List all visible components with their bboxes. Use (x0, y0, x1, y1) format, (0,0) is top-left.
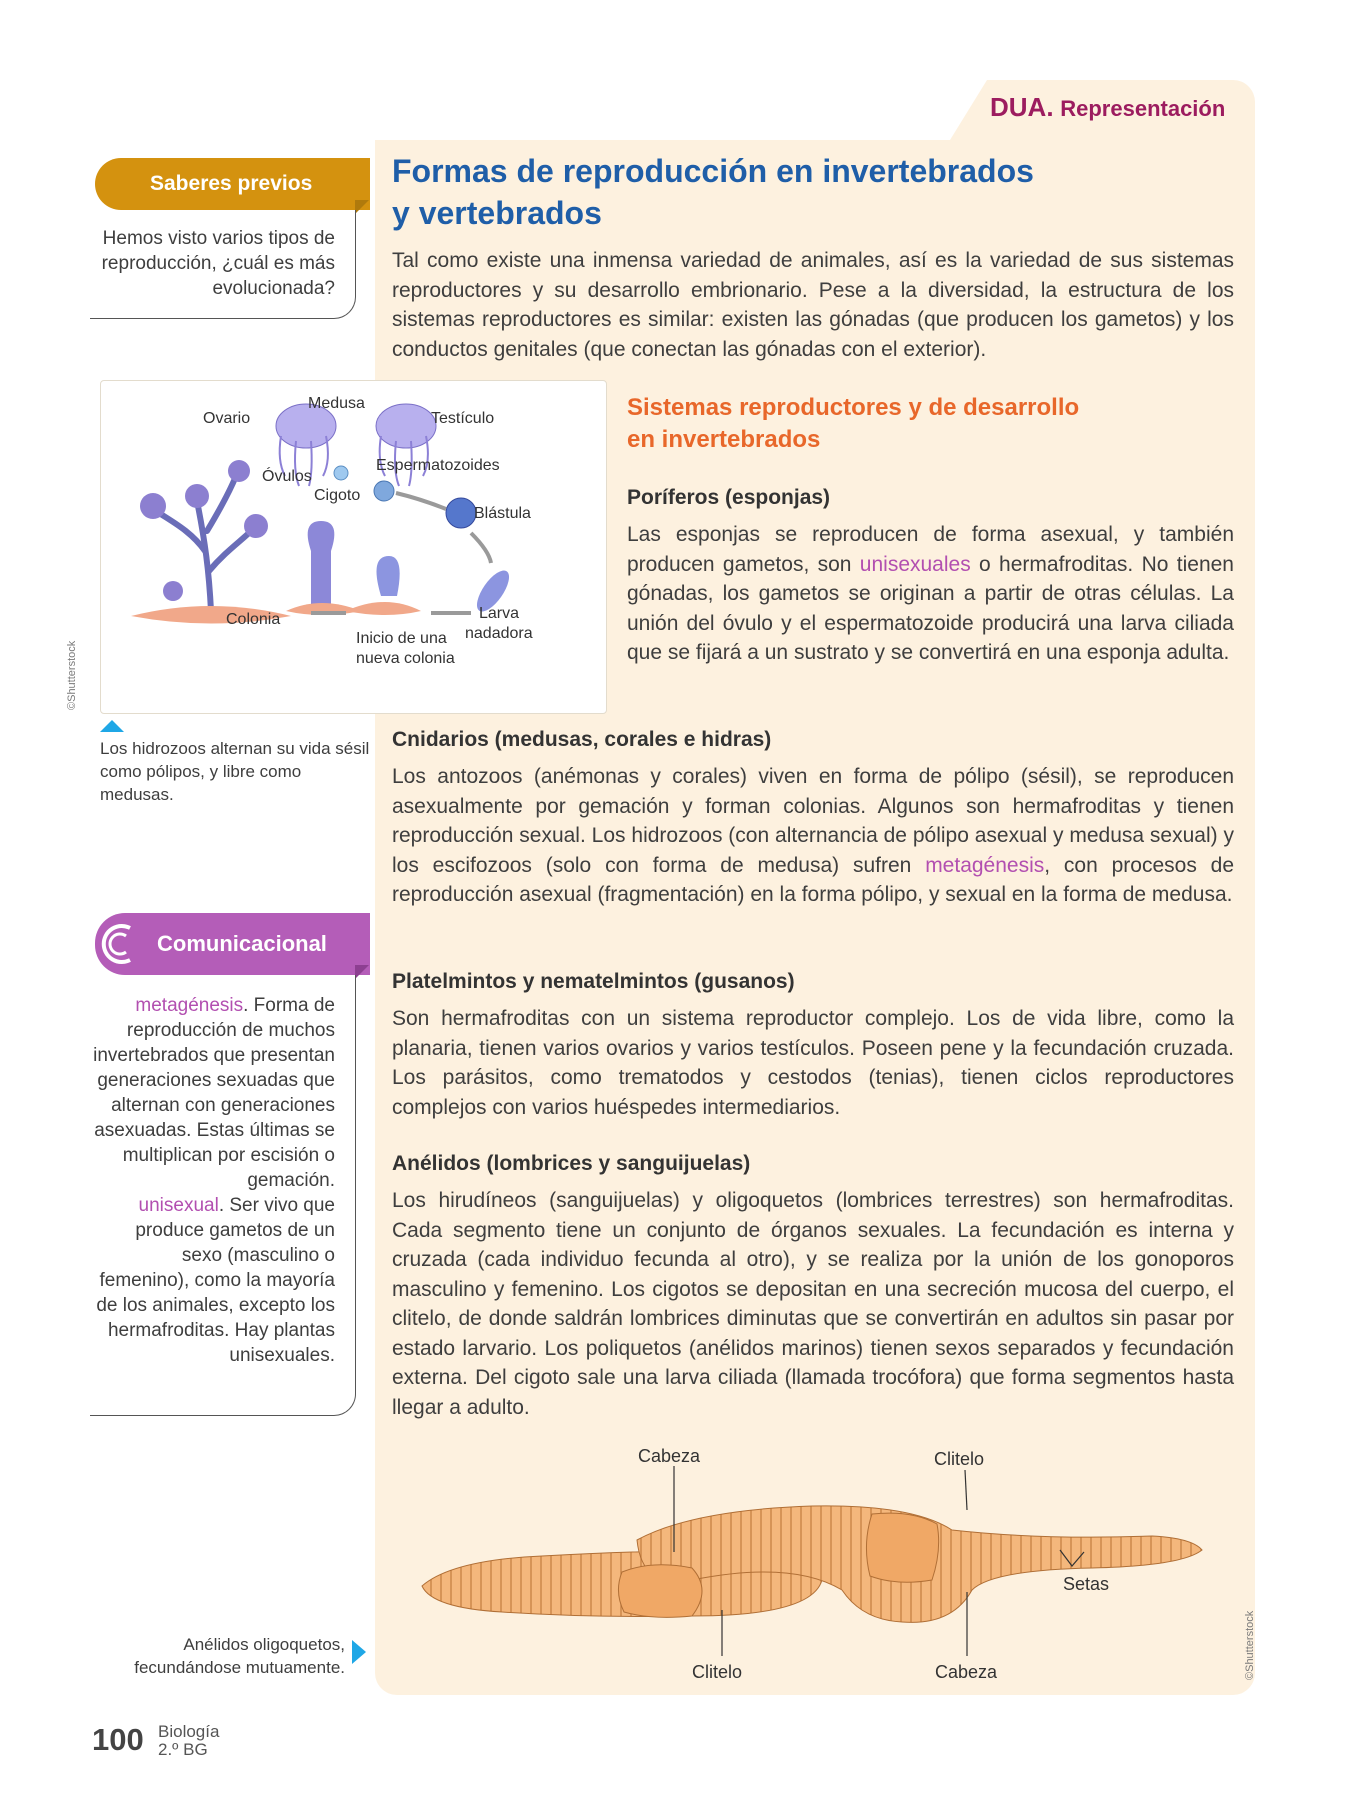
section-title (627, 392, 1227, 456)
page-grade: 2.º BG (158, 1740, 208, 1759)
glossary-def-2: . Ser vivo que produce gametos de un sexo (masculino o femenino), como la mayoría de los animales, excepto los hermafroditas. Hay plantas unisexuales. (96, 1195, 335, 1366)
saberes-fold (355, 200, 369, 214)
saberes-title: Saberes previos (150, 172, 313, 195)
clitellum-2 (866, 1513, 938, 1582)
colony-polyp-drawing (308, 521, 335, 611)
figure2-caption: Anélidos oligoquetos, fecundándose mutuamente. (134, 1635, 345, 1677)
title-line-2: y vertebrados (392, 195, 602, 231)
cnidarios-text-a: Los antozoos (anémonas y corales) viven en forma de pólipo (sésil), se reproducen asexualmente por gemación y forman colonias. Algunos son hermafroditas y tienen reproducción sexual. Los hidrozoos (con alternancia de pólipo asexual y medusa sexual) y los escifozoos (solo con forma de medusa) sufren (392, 765, 1234, 877)
label-inicio-1: Inicio de una (356, 630, 447, 647)
earthworm-illustration (392, 1440, 1252, 1685)
poriferos-heading: Poríferos (esponjas) (627, 486, 831, 509)
term-unisexuales: unisexuales (859, 552, 971, 576)
section-title-line-2: en invertebrados (627, 426, 821, 453)
cnidarios-paragraph (392, 762, 1234, 910)
label-larva-1: Larva (479, 605, 520, 622)
comunicacional-fold (355, 965, 369, 979)
intro-paragraph: Tal como existe una inmensa variedad de animales, así es la variedad de sus sistemas reproductores y su desarrollo embrionario. Pese a la diversidad, la estructura de los sistemas reproductores es similar: existen las gónadas (que producen los gametos) y los conductos genitales (que conectan las gónadas con el exterior). (392, 249, 1234, 361)
figure1-caption: Los hidrozoos alternan su vida sésil como pólipos, y libre como medusas. (100, 739, 370, 804)
title-line-1: Formas de reproducción en invertebrados (392, 153, 1034, 189)
label-ovulos: Óvulos (262, 468, 312, 485)
ovum-cell (334, 466, 348, 480)
label-medusa: Medusa (308, 395, 365, 412)
caption-pointer-icon-2 (352, 1640, 366, 1664)
glossary-entry-metagenesis (90, 993, 335, 1193)
label-inicio-2: nueva colonia (356, 650, 455, 667)
zygote-cell (374, 481, 394, 501)
cnidarios-heading: Cnidarios (medusas, corales e hidras) (392, 728, 772, 751)
comunicacional-title: Comunicacional (157, 931, 327, 956)
page-subject-block (158, 1723, 219, 1759)
glossary-entry-unisexual (90, 1193, 335, 1368)
hydrozoa-cycle-illustration (101, 381, 606, 713)
comunicacional-icon (100, 920, 140, 968)
saberes-text: Hemos visto varios tipos de reproducción, ¿cuál es más evolucionada? (101, 228, 335, 299)
figure1-credit: ©Shutterstock (66, 640, 78, 710)
poriferos-paragraph (627, 520, 1234, 668)
dua-label: Representación (1060, 96, 1226, 121)
platelmintos-heading: Platelmintos y nematelmintos (gusanos) (392, 970, 795, 993)
young-polyp-drawing (377, 556, 400, 596)
glossary-term-1: metagénesis (135, 995, 244, 1016)
label-clitelo-top: Clitelo (934, 1449, 985, 1469)
term-metagenesis: metagénesis (925, 853, 1045, 877)
label-blastula: Blástula (474, 505, 531, 522)
label-cabeza-top: Cabeza (638, 1446, 701, 1466)
page-number: 100 (92, 1722, 144, 1757)
saberes-header (95, 158, 370, 210)
figure2-credit: ©Shutterstock (1244, 1610, 1256, 1680)
label-clitelo-bottom: Clitelo (692, 1662, 743, 1682)
label-cigoto: Cigoto (314, 487, 361, 504)
label-testiculo: Testículo (431, 410, 495, 427)
poriferos-text-a: Las esponjas se reproducen de forma asexual, y también producen gametos, son (627, 523, 1234, 576)
label-colonia: Colonia (226, 611, 281, 628)
page-title (392, 150, 1092, 234)
glossary (90, 993, 335, 1368)
dua-bold: DUA. (990, 92, 1054, 122)
dua-badge (990, 92, 1225, 123)
platelmintos-paragraph: Son hermafroditas con un sistema reproductor complejo. Los de vida libre, como la planaria, tienen varios ovarios y varios testículos. Poseen pene y la fecundación cruzada. Los parásitos, como trematodos y cestodos (tenias), tienen ciclos reproductores complejos con varios huéspedes intermediarios. (392, 1007, 1234, 1119)
glossary-def-1: . Forma de reproducción de muchos invertebrados que presentan generaciones sexuadas que alternan con generaciones asexuadas. Estas últimas se multiplican por escisión o gemación. (93, 995, 335, 1191)
page-subject: Biología (158, 1722, 220, 1741)
blastula-drawing (446, 498, 476, 528)
label-cabeza-bottom: Cabeza (935, 1662, 998, 1682)
clitellum-1 (618, 1565, 702, 1618)
label-setas: Setas (1063, 1574, 1110, 1594)
anelidos-heading: Anélidos (lombrices y sanguijuelas) (392, 1152, 751, 1175)
cnidarios-text-b: , con procesos de reproducción asexual (fragmentación) en la forma pólipo, y sexual en la forma de medusa. (392, 853, 1235, 906)
new-colony-base (346, 602, 421, 615)
anelidos-paragraph: Los hirudíneos (sanguijuelas) y oligoquetos (lombrices terrestres) son hermafroditas. Cada segmento tiene un conjunto de órganos sexuales. La fecundación es interna y cruzada (cada individuo fecunda al otro), y se realiza por la unión de los gonoporos masculino y femenino. Los cigotos se depositan en una secreción mucosa del cuerpo, el clitelo, de donde saldrán lombrices diminutas que se convertirán en adultos sin pasar por estado larvario. Los poliquetos (anélidos marinos) tienen sexos separados y fecundación externa. Del cigoto sale una larva ciliada (llamada trocófora) que forma segmentos hasta llegar a adulto. (392, 1189, 1234, 1419)
label-espermatozoides: Espermatozoides (376, 457, 500, 474)
caption-pointer-icon (100, 720, 124, 732)
hydrozoa-cycle-figure (100, 380, 607, 714)
glossary-term-2: unisexual (138, 1195, 219, 1216)
earthworm-figure (392, 1440, 1252, 1685)
section-title-line-1: Sistemas reproductores y de desarrollo (627, 394, 1080, 421)
poriferos-text-b: o hermafroditas. No tienen gónadas, los gametos se originan a partir de otras células. La unión del óvulo y el espermatozoide producirá una larva ciliada que se fijará a un sustrato y se convertirá en una esponja adulta. (627, 552, 1234, 664)
label-ovario: Ovario (203, 410, 251, 427)
label-larva-2: nadadora (465, 625, 533, 642)
